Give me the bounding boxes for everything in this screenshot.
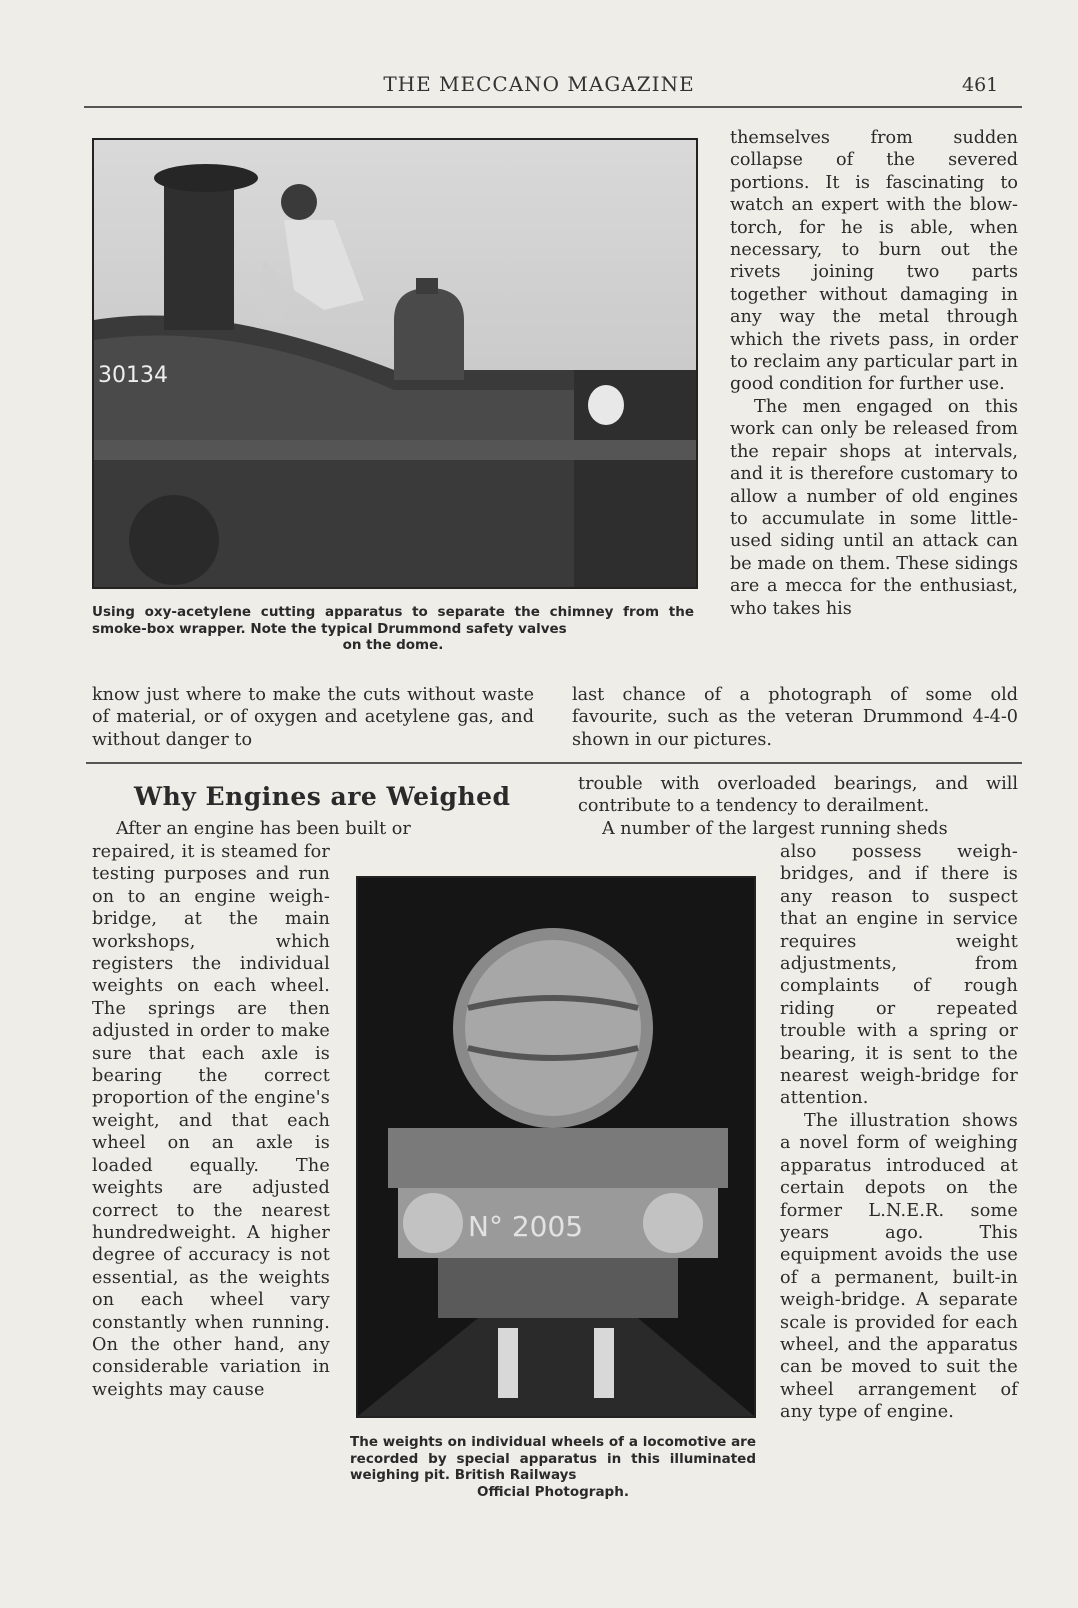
top-right-continuation: last chance of a photograph of some old favourite, such as the veteran Drummond 4-4-0 shown in our pictures. [572,685,1018,750]
header-rule [84,106,1022,108]
paragraph: The men engaged on this work can only be released from the repair shops at intervals, and it is therefore customary to allow a number of old engines to accumulate in some little-used siding until an attack can be made on them. These sidings are a mecca for the enthusiast, who takes his [730,396,1018,619]
engine-number-plate: 30134 [98,363,168,388]
page-number: 461 [962,74,999,96]
engine-number-plate: N° 2005 [468,1210,584,1243]
photo1-caption: Using oxy-acetylene cutting apparatus to separate the chimney from the smoke-box wrapper. Note the typical Drummond safety valves on the dome. [92,604,694,653]
right-column-top: trouble with overloaded bearings, and will contribute to a tendency to derailment. A number of the largest running sheds [578,774,1018,839]
section-rule [86,762,1022,764]
magazine-title: THE MECCANO MAGAZINE [383,72,695,96]
section-intro: After an engine has been built or [116,819,411,839]
top-left-continuation: know just where to make the cuts without waste of material, or of oxygen and acetylene gas, and without danger to [92,685,534,750]
section-heading: Why Engines are Weighed [134,782,511,811]
right-column: also possess weigh-bridges, and if there is any reason to suspect that an engine in service requires weight adjustments, from complaints of rough riding or repeated trouble with a spring or bearing, it is sent to the nearest weigh-bridge for attention. The illustration shows a novel form of weighing apparatus introduced at certain depots on the former L.N.E.R. some years ago. This equipment avoids the use of a permanent, built-in weigh-bridge. A separate scale is provided for each wheel, and the apparatus can be moved to suit the wheel arrangement of any type of engine. [780,842,1018,1423]
locomotive-dismantling-photo [92,138,698,589]
weighing-pit-photo [356,876,756,1418]
top-right-column [730,127,1018,620]
paragraph: themselves from sudden collapse of the severed portions. It is fascinating to watch an expert with the blow-torch, for he is able, when necessary, to burn out the rivets joining two parts together without damaging in any way the metal through which the rivets pass, in order to reclaim any particular part in good condition for further use. [730,128,1018,395]
photo2-caption: The weights on individual wheels of a locomotive are recorded by special apparatus in this illuminated weighing pit. British Railways Official Photograph. [350,1434,756,1500]
left-column: repaired, it is steamed for testing purposes and run on to an engine weigh-bridge, at the main workshops, which registers the individual weights on each wheel. The springs are then adjusted in order to make sure that each axle is bearing the correct proportion of the engine's weight, and that each wheel on an axle is loaded equally. The weights are adjusted correct to the nearest hundredweight. A higher degree of accuracy is not essential, as the weights on each wheel vary constantly when running. On the other hand, any considerable variation in weights may cause [92,842,330,1400]
